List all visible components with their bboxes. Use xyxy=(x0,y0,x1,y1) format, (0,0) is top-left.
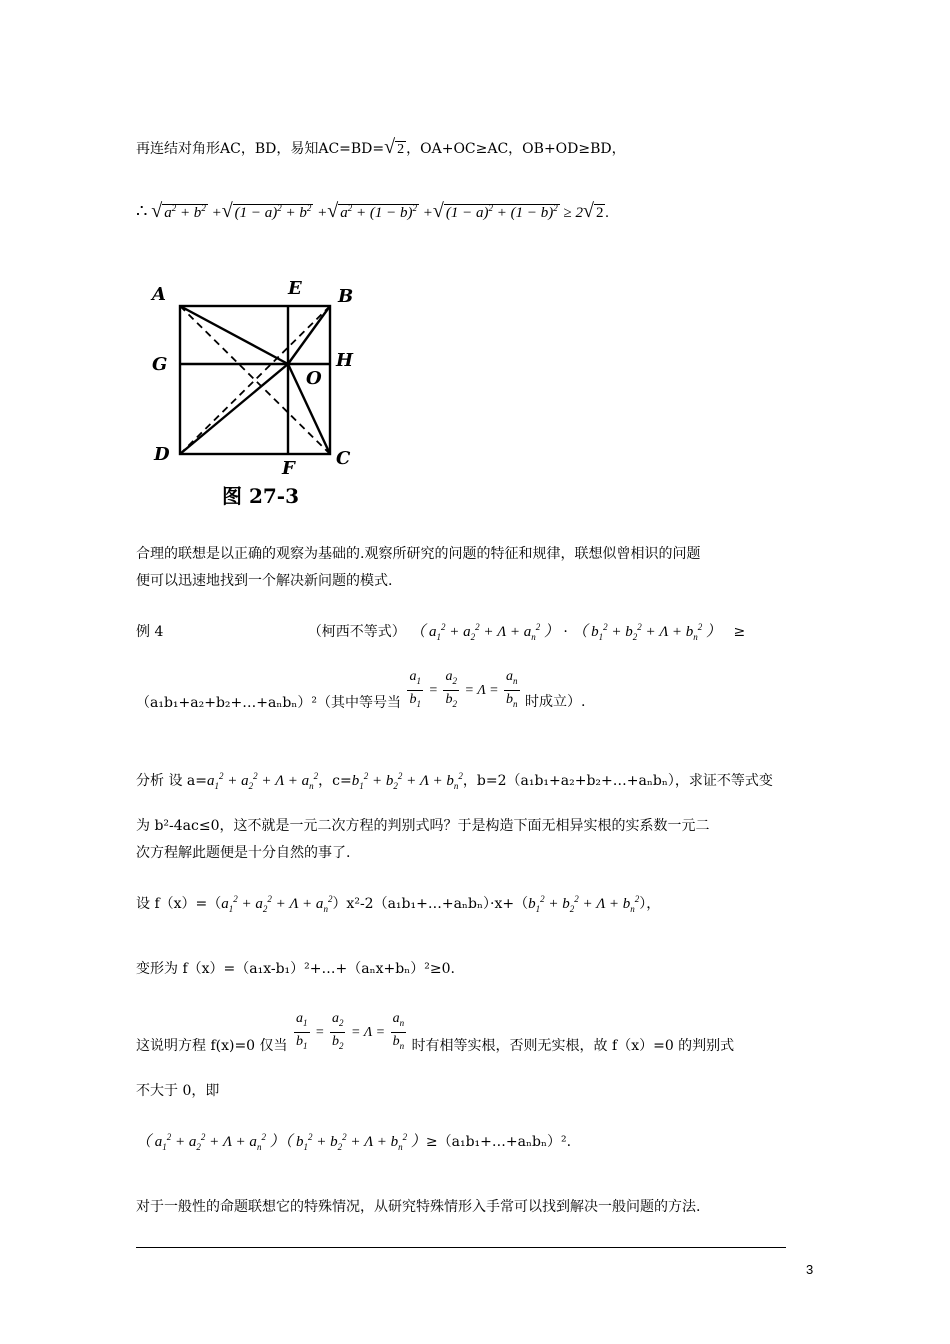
inequality-sum-sqrt: ∴ √ $a^2 + b^2$ +√ $(1 - a)^2 + b^2$ +√ $a^2 + (1 - b)^2$ +√ $(1 - a)^2 + (1 - b)^2 \ge 2√$ 2 . xyxy=(136,200,610,222)
label-c: C xyxy=(336,448,351,469)
label-f: F xyxy=(282,458,295,477)
sqrt-two: √ 2 xyxy=(384,136,405,158)
label-h: H xyxy=(336,350,354,371)
condition-line: 这说明方程 f(x)=0 仅当 $\frac{a_1}{b_1}$ = $\frac{a_2}{b_2}$ = Λ = $\frac{a_n}{b_n}$ 时有相等实根，否则无实根，故 f（x）=0 的判别式 xyxy=(136,1011,735,1055)
label-o: O xyxy=(306,368,322,389)
transformed-function: 变形为 f（x）=（a₁x-b₁）²+…+（aₙx+bₙ）²≥0. xyxy=(136,961,455,977)
example-4-line1: 例 4 （柯西不等式） （ $a_1^2 + a_2^2 + \Lambda + a_n^2$ ） · （ $b_1^2 + b_2^2 + \Lambda + b_n^2$ ） ≥ xyxy=(136,622,746,642)
result-inequality: （ $a_1^2 + a_2^2 + \Lambda + a_n^2$ ）（ $b_1^2 + b_2^2 + \Lambda + b_n^2$ ）≥（a₁b₁+…+aₙbₙ）². xyxy=(136,1132,572,1152)
function-definition: 设 $f(x)=(a_1^2 + a_2^2 + \Lambda$ + $a_n^2)x^2-2(a_1b_1+\dots+a_nb_n)\cdot x+(b_1^2 + b_2^2 + \Lambda + b_n^2)$， xyxy=(136,894,661,914)
closing-paragraph: 对于一般性的命题联想它的特殊情况，从研究特殊情形入手常可以找到解决一般问题的方法. xyxy=(136,1199,701,1215)
page-number: 3 xyxy=(806,1262,814,1277)
label-g: G xyxy=(152,354,168,375)
condition-tail: 不大于 0，即 xyxy=(136,1083,220,1099)
analysis-line2: 为 b²-4ac≤0，这不就是一元二次方程的判别式吗？于是构造下面无相异实根的实系数一元二 xyxy=(136,818,710,834)
label-d: D xyxy=(154,444,170,465)
footer-divider xyxy=(136,1247,786,1248)
label-b: B xyxy=(338,286,354,307)
analysis-line1: 分析 设 $a=a_1^2 + a_2^2 + \Lambda + a_n^2$，$c=b_1^2 + b_2^2 + \Lambda + b_n^2$，b=2（a₁b₁+a₂+b₂+…+aₙbₙ），求证不等式变 xyxy=(136,771,773,791)
figure-caption: 图 27-3 xyxy=(222,484,300,508)
paragraph-diagonals: 再连结对角形AC，BD，易知AC=BD=√ 2 ，OA+OC≥AC，OB+OD≥BD， xyxy=(136,136,626,158)
label-a: A xyxy=(152,284,166,305)
label-e: E xyxy=(288,278,302,299)
analysis-line3: 次方程解此题便是十分自然的事了. xyxy=(136,845,351,861)
paragraph-association-1: 合理的联想是以正确的观察为基础的.观察所研究的问题的特征和规律，联想似曾相识的问题 xyxy=(136,546,701,562)
paragraph-association-2: 便可以迅速地找到一个解决新问题的模式. xyxy=(136,573,393,589)
square-diagram xyxy=(148,272,368,477)
example-4-line2: （a₁b₁+a₂+b₂+…+aₙbₙ）²（其中等号当 $\frac{a_1}{b_1}$ = $\frac{a_2}{b_2}$ = Λ = $\frac{a_n}{b_n}$ 时成立）. xyxy=(136,669,586,712)
